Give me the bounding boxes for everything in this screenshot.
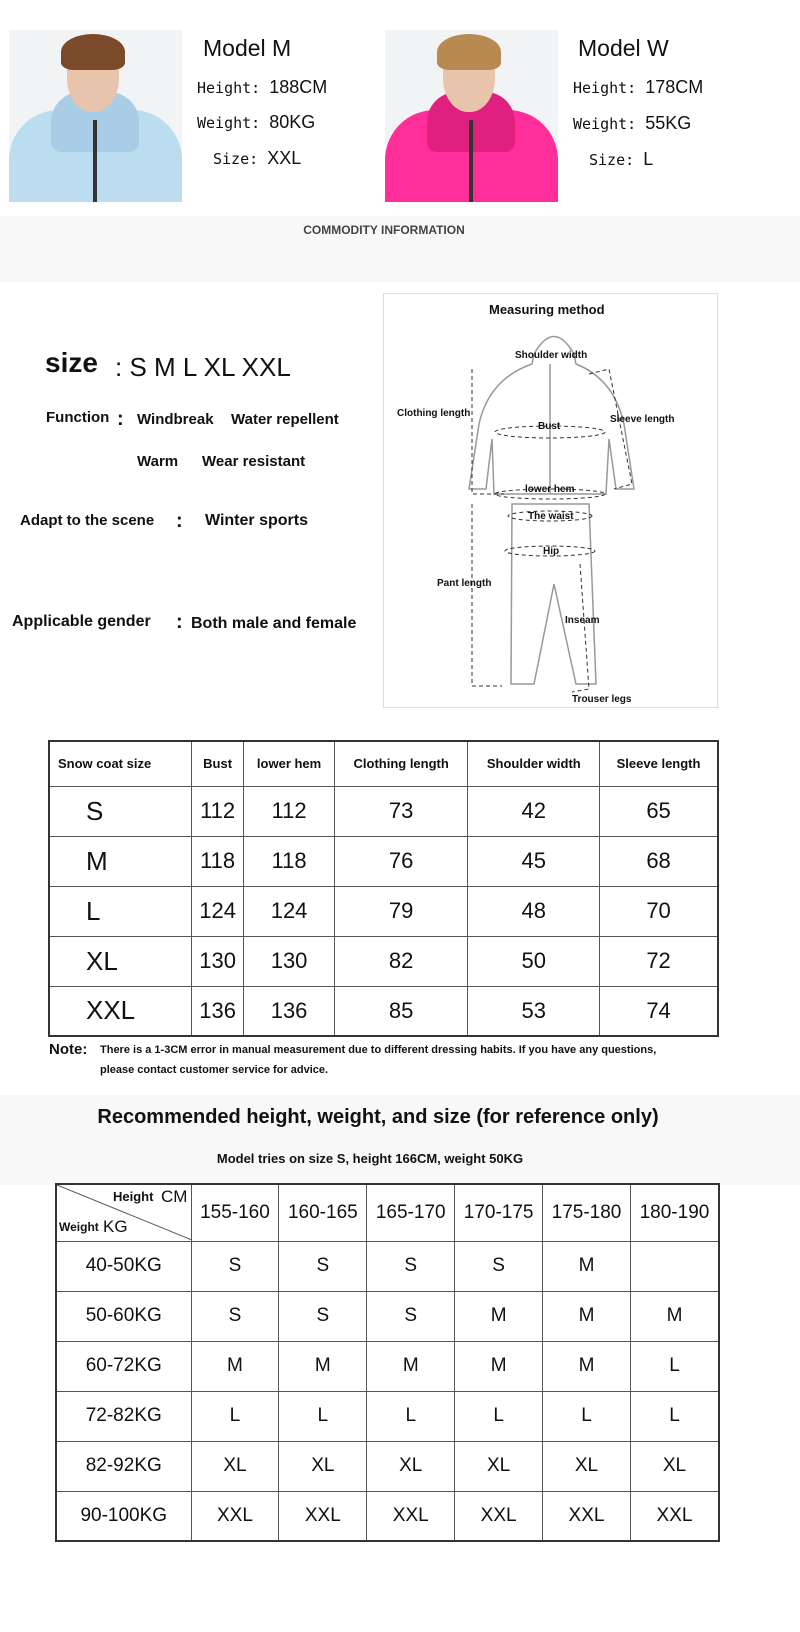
label-hip: Hip — [543, 546, 560, 557]
table-row — [56, 1341, 719, 1391]
measure-cell: 85 — [334, 986, 468, 1036]
size-table — [48, 740, 719, 1037]
measure-cell: 53 — [468, 986, 600, 1036]
measure-cell: 79 — [334, 886, 468, 936]
size-cell: L — [191, 1391, 279, 1441]
size-cell: L — [367, 1391, 455, 1441]
weight-cell: 90-100KG — [56, 1491, 191, 1541]
measure-cell: 136 — [191, 986, 243, 1036]
size-cell: S — [367, 1291, 455, 1341]
size-cell: L — [630, 1391, 719, 1441]
size-cell: L — [543, 1391, 631, 1441]
size-cell: L — [279, 1391, 367, 1441]
size-cell: XL — [455, 1441, 543, 1491]
height-header: 160-165 — [279, 1184, 367, 1241]
column-header: Snow coat size — [49, 741, 191, 786]
measure-cell: 68 — [600, 836, 718, 886]
measure-cell: 118 — [191, 836, 243, 886]
label-sleeve-length: Sleeve length — [610, 414, 675, 425]
weight-cell: 72-82KG — [56, 1391, 191, 1441]
size-cell: M — [455, 1341, 543, 1391]
label-bust: Bust — [538, 421, 561, 432]
model-w-height: Height: 178CM — [573, 77, 704, 97]
table-row — [56, 1391, 719, 1441]
measure-cell: 124 — [191, 886, 243, 936]
measure-cell: 42 — [468, 786, 600, 836]
size-label: size — [45, 347, 98, 378]
note-label: Note: — [49, 1041, 88, 1058]
size-cell: M — [367, 1341, 455, 1391]
size-cell: S — [279, 1241, 367, 1291]
label-pant-length: Pant length — [437, 578, 492, 589]
measuring-diagram — [383, 293, 718, 708]
size-cell: M — [279, 1341, 367, 1391]
size-cell: S — [279, 1291, 367, 1341]
column-header: Bust — [191, 741, 243, 786]
weight-cell: 50-60KG — [56, 1291, 191, 1341]
size-cell: S — [191, 1291, 279, 1341]
table-row — [56, 1241, 719, 1291]
height-header: 155-160 — [191, 1184, 279, 1241]
table-row — [49, 836, 718, 886]
size-cell: XXL — [191, 1491, 279, 1541]
function-windbreak: Windbreak — [137, 411, 214, 428]
table-row — [49, 936, 718, 986]
size-cell: XL — [279, 1441, 367, 1491]
corner-cm: CM — [161, 1187, 188, 1207]
label-lower-hem: lower hem — [525, 484, 575, 495]
measure-cell: 72 — [600, 936, 718, 986]
diagram-title: Measuring method — [489, 302, 605, 317]
size-cell: M — [455, 1291, 543, 1341]
table-row — [56, 1441, 719, 1491]
model-w-title: Model W — [578, 35, 669, 61]
column-header: Clothing length — [334, 741, 468, 786]
size-cell: XXL — [455, 1491, 543, 1541]
height-header: 175-180 — [543, 1184, 631, 1241]
measure-cell: 74 — [600, 986, 718, 1036]
size-cell: XXL — [367, 1491, 455, 1541]
corner-cell — [56, 1184, 191, 1241]
weight-cell: 82-92KG — [56, 1441, 191, 1491]
measure-cell: 76 — [334, 836, 468, 886]
function-warm: Warm — [137, 453, 179, 470]
corner-kg: KG — [103, 1217, 128, 1237]
table-row — [49, 986, 718, 1036]
measure-cell: 73 — [334, 786, 468, 836]
recommend-title: Recommended height, weight, and size (for reference only) — [97, 1106, 659, 1128]
size-cell: M — [543, 1341, 631, 1391]
label-inseam: Inseam — [565, 615, 600, 626]
section-title: COMMODITY INFORMATION — [303, 223, 465, 237]
height-header: 170-175 — [455, 1184, 543, 1241]
scene-value: Winter sports — [205, 512, 308, 529]
measure-cell: 50 — [468, 936, 600, 986]
gender-label: Applicable gender — [12, 613, 151, 630]
size-cell: S — [191, 1241, 279, 1291]
model-w-size: Size: L — [589, 149, 654, 169]
note-line-1: There is a 1-3CM error in manual measurement due to different dressing habits. If you have any questions, — [100, 1044, 657, 1056]
size-cell: L — [630, 1341, 719, 1391]
model-m-title: Model M — [203, 35, 292, 61]
measure-cell: 112 — [191, 786, 243, 836]
label-clothing-length: Clothing length — [397, 408, 471, 419]
size-cell: XL — [191, 1441, 279, 1491]
size-cell: XL — [630, 1441, 719, 1491]
size-cell: S — [367, 1241, 455, 1291]
size-cell: XL — [49, 936, 191, 986]
size-cell — [630, 1241, 719, 1291]
label-waist: The waist — [528, 511, 574, 522]
scene-label: Adapt to the scene — [20, 512, 155, 529]
size-cell: XXL — [630, 1491, 719, 1541]
measure-cell: 130 — [191, 936, 243, 986]
table-row — [56, 1491, 719, 1541]
weight-cell: 40-50KG — [56, 1241, 191, 1291]
recommend-table — [55, 1183, 720, 1542]
size-cell: XL — [367, 1441, 455, 1491]
function-water-repellent: Water repellent — [231, 411, 339, 428]
measure-cell: 82 — [334, 936, 468, 986]
size-cell: S — [49, 786, 191, 836]
function-label: Function — [46, 409, 110, 426]
measure-cell: 136 — [244, 986, 335, 1036]
label-trouser-legs: Trouser legs — [572, 694, 632, 705]
measure-cell: 48 — [468, 886, 600, 936]
height-header: 165-170 — [367, 1184, 455, 1241]
column-header: Shoulder width — [468, 741, 600, 786]
measure-cell: 118 — [244, 836, 335, 886]
table-header — [49, 741, 718, 786]
table-header — [56, 1184, 719, 1241]
column-header: Sleeve length — [600, 741, 718, 786]
weight-cell: 60-72KG — [56, 1341, 191, 1391]
table-row — [49, 786, 718, 836]
measure-cell: 65 — [600, 786, 718, 836]
corner-height: Height — [113, 1189, 154, 1205]
height-header: 180-190 — [630, 1184, 719, 1241]
size-cell: M — [543, 1241, 631, 1291]
model-m-height: Height: 188CM — [197, 77, 328, 97]
size-cell: M — [191, 1341, 279, 1391]
size-cell: L — [49, 886, 191, 936]
model-m-photo — [9, 30, 182, 202]
table-row — [49, 886, 718, 936]
model-w-photo — [385, 30, 558, 202]
corner-weight: Weight — [59, 1220, 99, 1235]
size-values: : S M L XL XXL — [115, 352, 291, 382]
model-w-weight: Weight: 55KG — [573, 113, 692, 133]
gender-value: Both male and female — [191, 615, 357, 632]
measure-cell: 45 — [468, 836, 600, 886]
measure-cell: 70 — [600, 886, 718, 936]
table-row — [56, 1291, 719, 1341]
size-cell: M — [630, 1291, 719, 1341]
model-m-size: Size: XXL — [213, 148, 302, 168]
size-cell: XXL — [49, 986, 191, 1036]
column-header: lower hem — [244, 741, 335, 786]
size-cell: XXL — [279, 1491, 367, 1541]
size-cell: L — [455, 1391, 543, 1441]
function-wear-resistant: Wear resistant — [202, 453, 306, 470]
measure-cell: 130 — [244, 936, 335, 986]
measure-cell: 112 — [244, 786, 335, 836]
measure-cell: 124 — [244, 886, 335, 936]
model-m-weight: Weight: 80KG — [197, 112, 316, 132]
size-cell: M — [543, 1291, 631, 1341]
recommend-subtitle: Model tries on size S, height 166CM, weight 50KG — [216, 1151, 524, 1166]
size-cell: XXL — [543, 1491, 631, 1541]
label-shoulder-width: Shoulder width — [515, 350, 588, 361]
note-line-2: please contact customer service for advice. — [100, 1064, 329, 1076]
size-cell: M — [49, 836, 191, 886]
size-cell: XL — [543, 1441, 631, 1491]
size-cell: S — [455, 1241, 543, 1291]
